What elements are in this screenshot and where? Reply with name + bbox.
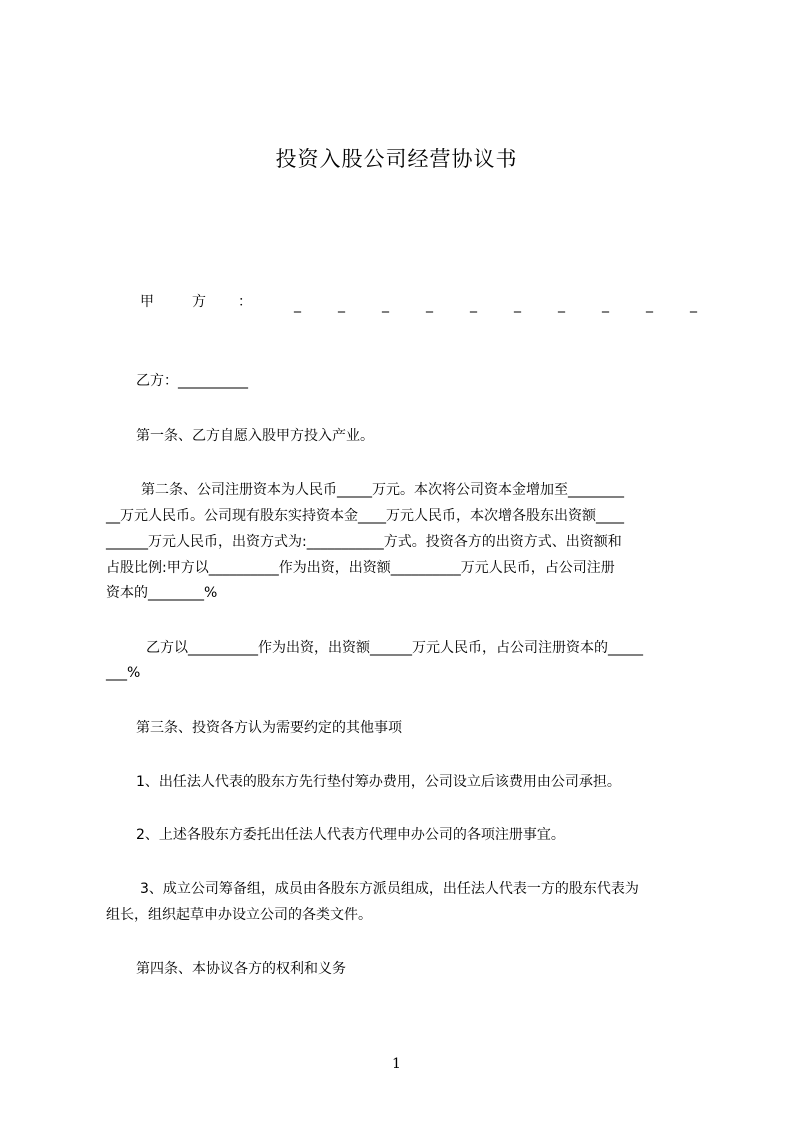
party-a-char-1: 甲 [140,294,154,310]
page-number: 1 [392,1056,401,1072]
party-b-line: 乙方：__________ [136,373,248,389]
article-1: 第一条、乙方自愿入股甲方投入产业。 [136,428,374,444]
party-a-char-2: 方 [192,294,206,310]
article-3-item-1: 1、出任法人代表的股东方先行垫付筹办费用，公司设立后该费用由公司承担。 [136,774,621,790]
article-2-line: 第二条、公司注册资本为人民币_____万元。本次将公司资本金增加至________ [141,482,624,498]
party-b-contribution-line: ___% [106,665,141,681]
article-2-line: 占股比例:甲方以__________作为出资，出资额__________万元人民币，占公司注册 [106,560,615,576]
article-3-item-3-line: 组长，组织起草申办设立公司的各类文件。 [106,907,372,923]
party-a-blank-mark: _ [690,297,697,313]
article-2-line: 资本的________% [106,585,218,601]
party-a-blank-mark: _ [294,297,301,313]
party-a-blank-mark: _ [646,297,653,313]
article-3-item-2: 2、上述各股东方委托出任法人代表方代理申办公司的各项注册事宜。 [136,827,565,843]
party-b-contribution-line: 乙方以__________作为出资，出资额______万元人民币，占公司注册资本的_____ [146,640,643,656]
party-a-blank-mark: _ [382,297,389,313]
party-a-line [140,291,702,315]
article-2-line: __万元人民币。公司现有股东实持资本金____万元人民币，本次增各股东出资额____ [106,508,624,524]
party-a-blank-mark: _ [602,297,609,313]
article-4: 第四条、本协议各方的权利和义务 [136,961,346,977]
party-a-blank-mark: _ [426,297,433,313]
article-3: 第三条、投资各方认为需要约定的其他事项 [136,720,402,736]
article-2-line: ______万元人民币，出资方式为:___________方式。投资各方的出资方式、出资额和 [106,534,622,550]
party-a-blank-mark: _ [470,297,477,313]
document-title: 投资入股公司经营协议书 [275,147,518,171]
party-a-blank-mark: _ [338,297,345,313]
party-a-blank-mark: _ [514,297,521,313]
party-a-blank-mark: _ [558,297,565,313]
article-3-item-3-line: 3、成立公司筹备组，成员由各股东方派员组成，出任法人代表一方的股东代表为 [140,881,639,897]
party-a-colon: ： [238,294,252,310]
